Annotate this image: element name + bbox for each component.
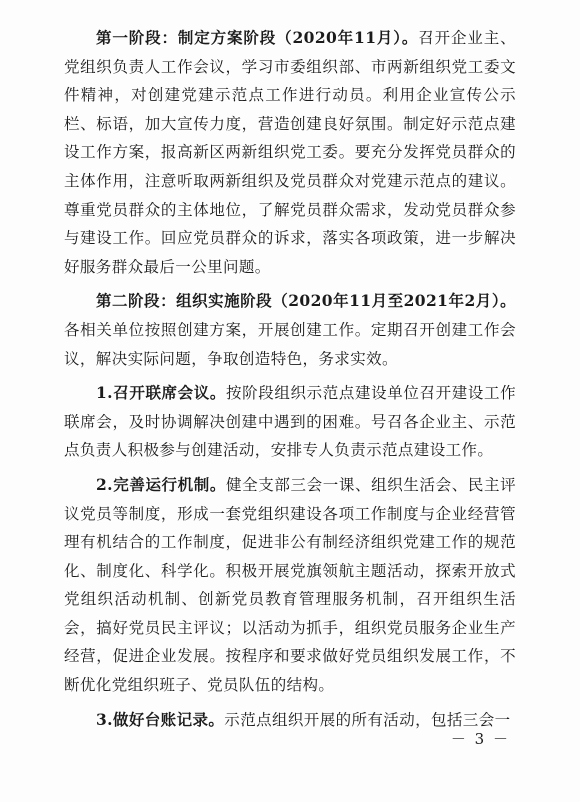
paragraph-lead: 1.召开联席会议。 — [96, 383, 227, 403]
paragraph-operating-mechanism — [64, 471, 516, 700]
page-number: － 3 － — [450, 730, 510, 748]
document-body — [64, 24, 516, 740]
paragraph-stage-two — [64, 287, 516, 373]
paragraph-lead: 第二阶段：组织实施阶段（2020年11月至2021年2月）。 — [96, 291, 516, 311]
paragraph-ledger-records — [64, 706, 516, 735]
paragraph-text: 健全支部三会一课、组织生活会、民主评议党员等制度，形成一套党组织建设各项工作制度与企业经营管理有机结合的工作制度，促进非公有制经济组织党建工作的规范化、制度化、科学化。积极开展党旗领航主题活动，探索开放式党组织活动机制、创新党员教育管理服务机制，召开组织生活会，搞好党员民主评议；以活动为抓手，组织党员服务企业生产经营，促进企业发展。按程序和要求做好党员组织发展工作，不断优化党组织班子、党员队伍的结构。 — [64, 475, 516, 695]
paragraph-text: 召开企业主、党组织负责人工作会议，学习市委组织部、市两新组织党工委文件精神，对创建党建示范点工作进行动员。利用企业宣传公示栏、标语，加大宣传力度，营造创建良好氛围。制定好示范点建设工作方案，报高新区两新组织党工委。要充分发挥党员群众的主体作用，注意听取两新组织及党员群众对党建示范点的建议。尊重党员群众的主体地位，了解党员群众需求，发动党员群众参与建设工作。回应党员群众的诉求，落实各项政策，进一步解决好服务群众最后一公里问题。 — [64, 29, 517, 276]
paragraph-lead: 2.完善运行机制。 — [96, 474, 227, 494]
paragraph-text: 按阶段组织示范点建设单位召开建设工作联席会，及时协调解决创建中遇到的困难。号召各企业主、示范点负责人积极参与创建活动，安排专人负责示范点建设工作。 — [64, 384, 516, 460]
paragraph-text: 示范点组织开展的所有活动，包括三会一 — [224, 710, 511, 729]
paragraph-stage-one — [64, 24, 516, 281]
paragraph-lead: 第一阶段：制定方案阶段（2020年11月）。 — [96, 28, 419, 47]
paragraph-joint-meeting — [64, 379, 516, 465]
paragraph-lead: 3.做好台账记录。 — [96, 709, 225, 729]
paragraph-text: 各相关单位按照创建方案，开展创建工作。定期召开创建工作会议，解决实际问题，争取创造特色，务求实效。 — [64, 320, 516, 368]
